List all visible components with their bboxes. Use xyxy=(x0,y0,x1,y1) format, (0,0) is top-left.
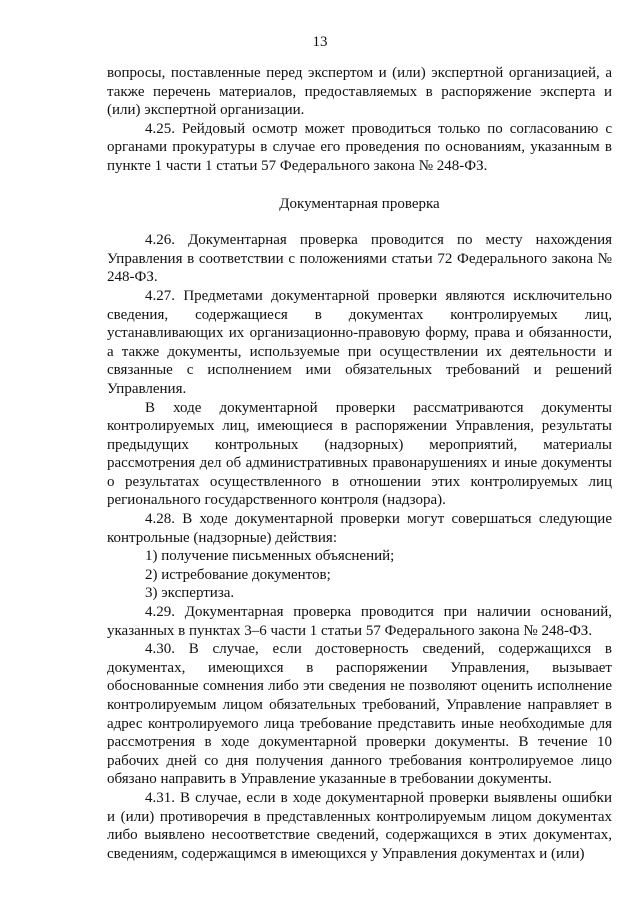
section-heading: Документарная проверка xyxy=(279,195,440,212)
paragraph-4-29: 4.29. Документарная проверка проводится при наличии оснований, указанных в пунктах 3–6 части 1 статьи 57 Федерального закона № 248-ФЗ. xyxy=(107,604,612,639)
paragraph-continuation: вопросы, поставленные перед экспертом и (или) экспертной организацией, а также перечень материалов, предоставляемых в распоряжение эксперта и (или) экспертной организации. xyxy=(107,65,612,119)
paragraph-4-31: 4.31. В случае, если в ходе документарной проверки выявлены ошибки и (или) противоречия в представленных контролируемым лицом документах либо выявлено несоответствие сведений, содержащихся в этих документах, сведениям, содержащимся в имеющихся у Управления документах и (или) xyxy=(107,789,612,862)
list-item-1: 1) получение письменных объяснений; xyxy=(145,548,395,565)
list-item-2: 2) истребование документов; xyxy=(145,566,331,583)
page-number: 13 xyxy=(312,34,328,50)
document-body xyxy=(107,64,612,863)
paragraph-4-28: 4.28. В ходе документарной проверки могут совершаться следующие контрольные (надзорные) действия: xyxy=(107,511,612,546)
paragraph-4-27-continued: В ходе документарной проверки рассматриваются документы контролируемых лиц, имеющиеся в распоряжении Управления, результаты предыдущих контрольных (надзорных) мероприятий, материалы рассмотрения дел об административных правонарушениях и иные документы о результатах осуществленного в отношении этих контролируемых лиц регионального государственного контроля (надзора). xyxy=(107,399,612,509)
list-item-3: 3) экспертиза. xyxy=(145,585,235,602)
paragraph-4-25: 4.25. Рейдовый осмотр может проводиться только по согласованию с органами прокуратуры в случае его проведения по основаниям, указанным в пункте 1 части 1 статьи 57 Федерального закона № 248-ФЗ. xyxy=(107,120,612,174)
paragraph-4-26: 4.26. Документарная проверка проводится по месту нахождения Управления в соответствии с положениями статьи 72 Федерального закона № 248-ФЗ. xyxy=(107,232,612,286)
paragraph-4-27: 4.27. Предметами документарной проверки являются исключительно сведения, содержащиеся в документах контролируемых лиц, устанавливающих их организационно-правовую форму, права и обязанности, а также документы, используемые при осуществлении их деятельности и связанные с исполнением ими обязательных требований и решений Управления. xyxy=(107,287,612,397)
paragraph-4-30: 4.30. В случае, если достоверность сведений, содержащихся в документах, имеющихся в распоряжении Управления, вызывает обоснованные сомнения либо эти сведения не позволяют оценить исполнение контролируемым лицом обязательных требований, Управление направляет в адрес контролируемого лица требование представить иные необходимые для рассмотрения в ходе документарной проверки документы. В течение 10 рабочих дней со дня получения данного требования контролируемое лицо обязано направить в Управление указанные в требовании документы. xyxy=(107,641,612,788)
